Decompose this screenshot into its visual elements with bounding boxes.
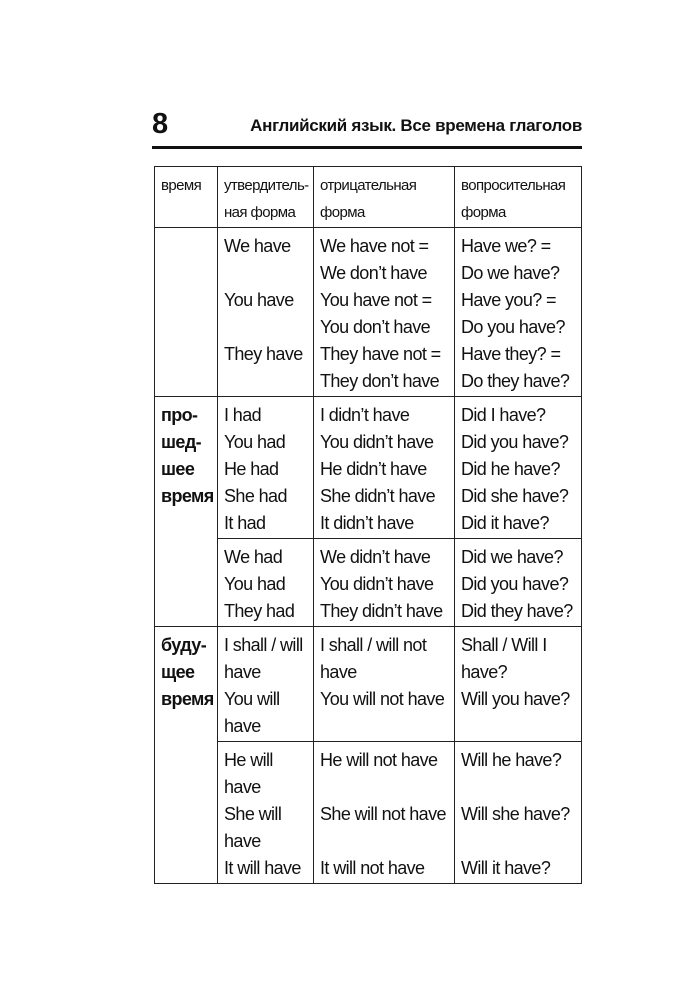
affirmative-line: You had <box>224 432 286 452</box>
question-line: Did they have? <box>461 601 573 621</box>
affirmative-line: have <box>224 831 261 851</box>
negative-line: You didn’t have <box>320 574 434 594</box>
negative-line: You have not = <box>320 290 432 310</box>
negative-line: She didn’t have <box>320 486 436 506</box>
affirmative-cell <box>218 742 314 884</box>
negative-line <box>320 774 449 801</box>
column-header-negative <box>314 167 455 228</box>
negative-line: We have not = <box>320 236 429 256</box>
affirmative-line: It will have <box>224 858 301 878</box>
tense-line: про- <box>161 405 198 425</box>
negative-line: She will not have <box>320 804 446 824</box>
affirmative-line <box>224 314 308 341</box>
negative-line: It will not have <box>320 858 425 878</box>
affirmative-line: You had <box>224 574 286 594</box>
affirmative-cell <box>218 627 314 742</box>
negative-line <box>320 828 449 855</box>
negative-line: You didn’t have <box>320 432 434 452</box>
negative-line: He will not have <box>320 750 438 770</box>
header-rule <box>152 146 582 149</box>
question-line: Did I have? <box>461 405 546 425</box>
question-line <box>461 828 576 855</box>
affirmative-line: She will <box>224 804 282 824</box>
table-row <box>155 397 582 539</box>
negative-line: They didn’t have <box>320 601 443 621</box>
table-header-row <box>155 167 582 228</box>
tense-line: шее <box>161 459 195 479</box>
question-cell <box>455 397 582 539</box>
affirmative-line: have <box>224 777 261 797</box>
negative-line: You don’t have <box>320 317 431 337</box>
question-line: have? <box>461 662 508 682</box>
question-line: Do you have? <box>461 317 565 337</box>
negative-line: They have not = <box>320 344 441 364</box>
negative-line: He didn’t have <box>320 459 427 479</box>
tense-line: шед- <box>161 432 202 452</box>
affirmative-line: You will <box>224 689 280 709</box>
question-line: Have we? = <box>461 236 551 256</box>
question-line: Have they? = <box>461 344 561 364</box>
negative-line: They don’t have <box>320 371 440 391</box>
affirmative-line: They had <box>224 601 295 621</box>
affirmative-line: We have <box>224 236 291 256</box>
tense-line: щее <box>161 662 195 682</box>
negative-line: It didn’t have <box>320 513 414 533</box>
column-header-affirmative-line: утвердитель- ная форма <box>224 177 309 221</box>
question-line: Shall / Will I <box>461 635 547 655</box>
affirmative-line: They have <box>224 344 303 364</box>
affirmative-line: He will <box>224 750 273 770</box>
page-number: 8 <box>152 108 169 140</box>
negative-line: We didn’t have <box>320 547 431 567</box>
affirmative-line: have <box>224 716 261 736</box>
question-cell <box>455 539 582 627</box>
table-body <box>155 167 582 884</box>
tense-cell <box>155 397 218 627</box>
affirmative-line: He had <box>224 459 279 479</box>
question-line <box>461 774 576 801</box>
question-line: Did she have? <box>461 486 569 506</box>
affirmative-line: She had <box>224 486 287 506</box>
affirmative-line: I shall / will <box>224 635 303 655</box>
table-row <box>155 627 582 742</box>
question-line: Did it have? <box>461 513 549 533</box>
affirmative-line <box>224 260 308 287</box>
negative-line: have <box>320 662 357 682</box>
question-line: Will you have? <box>461 689 570 709</box>
column-header-negative-line: отрицательная форма <box>320 177 417 221</box>
tense-line: буду- <box>161 635 207 655</box>
tense-line: время <box>161 689 214 709</box>
negative-line: I shall / will not <box>320 635 427 655</box>
negative-line: I didn’t have <box>320 405 410 425</box>
affirmative-line: have <box>224 662 261 682</box>
affirmative-line: We had <box>224 547 283 567</box>
question-line: Have you? = <box>461 290 556 310</box>
question-line: Will she have? <box>461 804 570 824</box>
column-header-tense: время <box>155 167 218 228</box>
question-line: Do we have? <box>461 263 560 283</box>
question-line: Will he have? <box>461 750 562 770</box>
affirmative-cell <box>218 397 314 539</box>
question-line: Do they have? <box>461 371 570 391</box>
table-row <box>155 539 582 627</box>
affirmative-line: It had <box>224 513 266 533</box>
question-cell <box>455 627 582 742</box>
tense-cell <box>155 627 218 884</box>
question-line: Did we have? <box>461 547 563 567</box>
column-header-affirmative <box>218 167 314 228</box>
table-row <box>155 228 582 397</box>
question-cell <box>455 742 582 884</box>
negative-cell <box>314 742 455 884</box>
column-header-question <box>455 167 582 228</box>
tense-cell <box>155 228 218 397</box>
affirmative-cell <box>218 228 314 397</box>
negative-cell <box>314 539 455 627</box>
negative-line: You will not have <box>320 689 445 709</box>
column-header-question-line: вопросительная форма <box>461 177 566 221</box>
question-line: Did you have? <box>461 432 569 452</box>
tense-line: время <box>161 486 214 506</box>
negative-cell <box>314 228 455 397</box>
question-cell <box>455 228 582 397</box>
running-title: Английский язык. Все времена глаголов <box>250 116 582 135</box>
verb-tense-table <box>154 166 582 884</box>
question-line: Did you have? <box>461 574 569 594</box>
negative-line: We don’t have <box>320 263 427 283</box>
table-row <box>155 742 582 884</box>
question-line: Will it have? <box>461 858 551 878</box>
question-line: Did he have? <box>461 459 560 479</box>
affirmative-line: I had <box>224 405 262 425</box>
affirmative-line: You have <box>224 290 294 310</box>
negative-cell <box>314 397 455 539</box>
negative-cell <box>314 627 455 742</box>
affirmative-cell <box>218 539 314 627</box>
